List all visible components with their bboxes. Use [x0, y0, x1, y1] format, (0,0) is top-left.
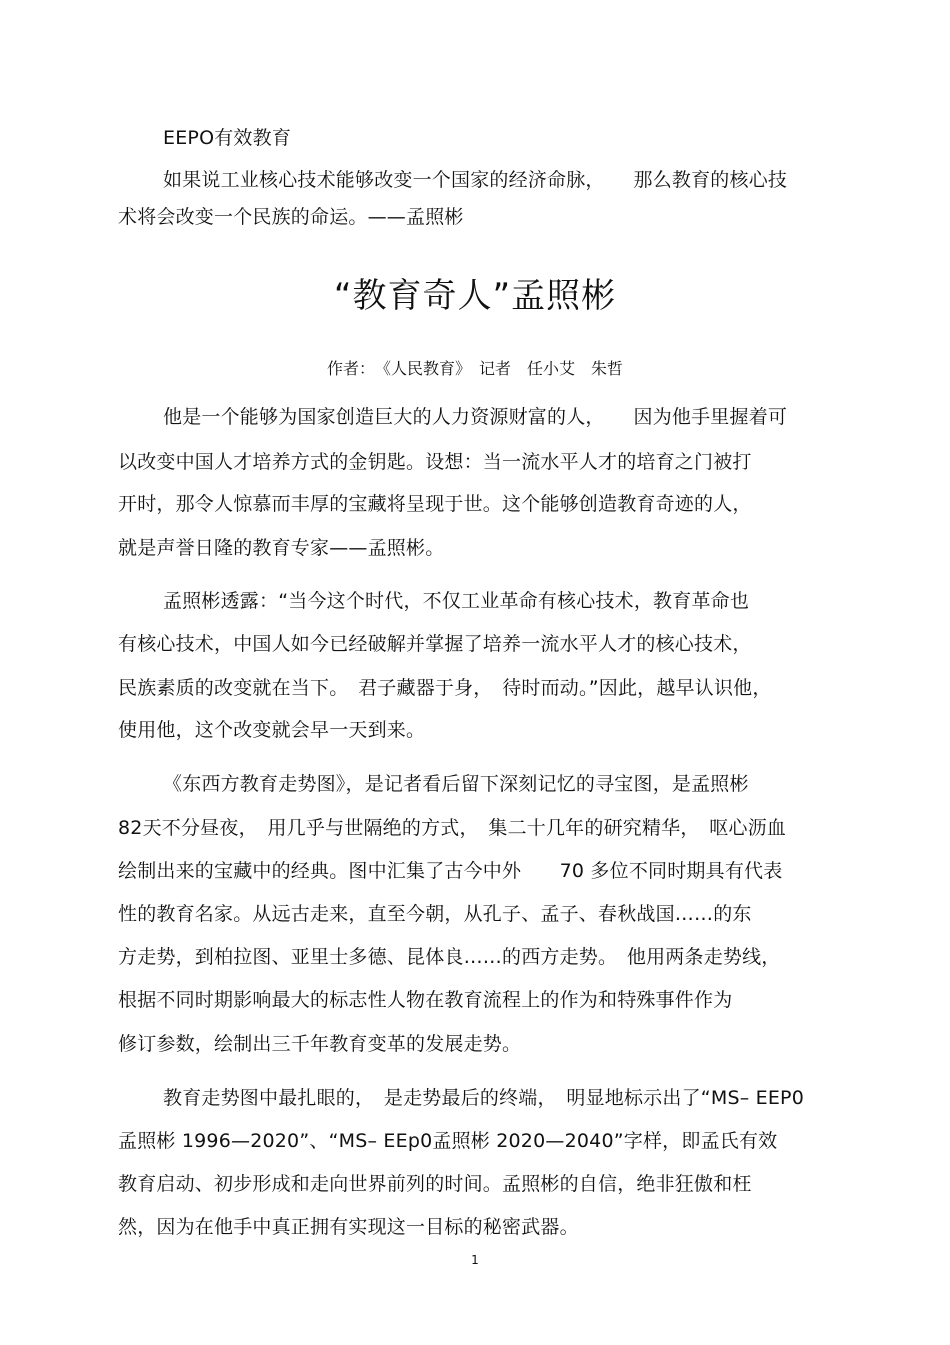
paragraph-line: 开时，那令人惊慕而丰厚的宝藏将呈现于世。这个能够创造教育奇迹的人，	[118, 493, 752, 515]
paragraph-line: 教育走势图中最扎眼的， 是走势最后的终端， 明显地标示出了“MS– EEP0	[163, 1087, 804, 1109]
paragraph-line: 以改变中国人才培养方式的金钥匙。设想：当一流水平人才的培育之门被打	[118, 451, 752, 473]
paragraph-line: 孟照彬透露：“当今这个时代，不仅工业革命有核心技术，教育革命也	[163, 590, 750, 612]
paragraph-line: 根据不同时期影响最大的标志性人物在教育流程上的作为和特殊事件作为	[118, 989, 733, 1011]
paragraph-line: 然，因为在他手中真正拥有实现这一目标的秘密武器。	[118, 1216, 579, 1238]
paragraph-line: 82天不分昼夜， 用几乎与世隔绝的方式， 集二十几年的研究精华， 呕心沥血	[118, 817, 787, 839]
quote-line: 如果说工业核心技术能够改变一个国家的经济命脉， 那么教育的核心技	[163, 169, 788, 191]
paragraph-line: 有核心技术，中国人如今已经破解并掌握了培养一流水平人才的核心技术，	[118, 633, 752, 655]
header-label: EEPO有效教育	[163, 127, 292, 149]
page-number: 1	[471, 1253, 479, 1267]
paragraph-line: 使用他，这个改变就会早一天到来。	[118, 719, 426, 741]
article-byline: 作者： 《人民教育》 记者 任小艾 朱哲	[326, 359, 623, 378]
paragraph-line: 孟照彬 1996—2020”、“MS– EEp0孟照彬 2020—2040”字样，即孟氏有效	[118, 1130, 778, 1152]
quote-line: 术将会改变一个民族的命运。——孟照彬	[118, 206, 464, 228]
paragraph-line: 他是一个能够为国家创造巨大的人力资源财富的人， 因为他手里握着可	[163, 406, 788, 428]
article-title: “教育奇人”孟照彬	[333, 276, 617, 316]
paragraph-line: 绘制出来的宝藏中的经典。图中汇集了古今中外 70 多位不同时期具有代表	[118, 860, 783, 882]
paragraph-line: 《东西方教育走势图》，是记者看后留下深刻记忆的寻宝图，是孟照彬	[163, 773, 749, 795]
paragraph-line: 教育启动、初步形成和走向世界前列的时间。孟照彬的自信，绝非狂傲和枉	[118, 1173, 752, 1195]
paragraph-line: 修订参数，绘制出三千年教育变革的发展走势。	[118, 1033, 522, 1055]
paragraph-line: 就是声誉日隆的教育专家——孟照彬。	[118, 537, 445, 559]
paragraph-line: 方走势，到柏拉图、亚里士多德、昆体良……的西方走势。 他用两条走势线，	[118, 946, 781, 968]
paragraph-line: 民族素质的改变就在当下。 君子藏器于身， 待时而动。”因此，越早认识他，	[118, 677, 772, 699]
paragraph-line: 性的教育名家。从远古走来，直至今朝，从孔子、孟子、春秋战国……的东	[118, 903, 752, 925]
